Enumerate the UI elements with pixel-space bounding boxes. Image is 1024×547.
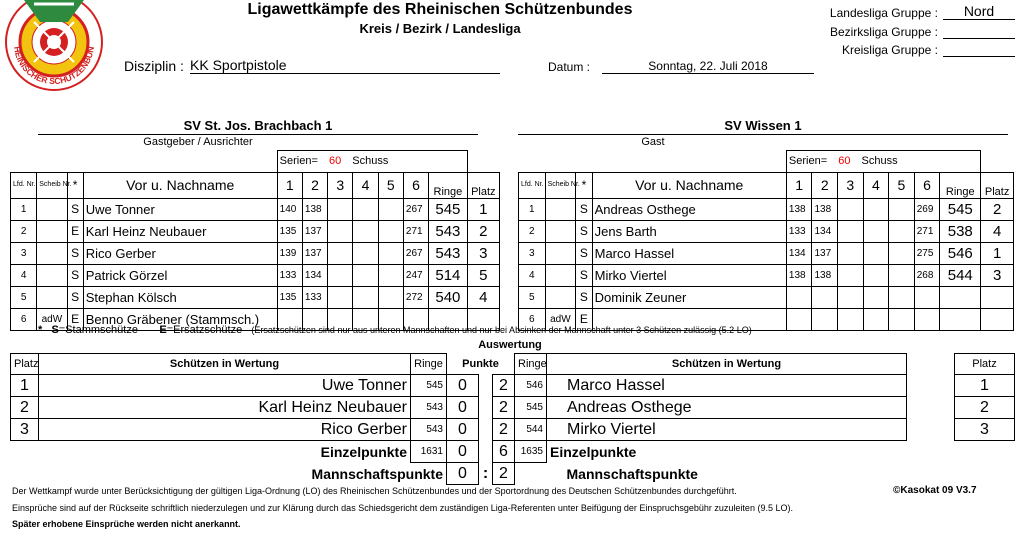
- series-score: [863, 198, 889, 220]
- player-scheib: adW: [545, 308, 576, 330]
- series-score: 134: [302, 264, 327, 286]
- col-scheib: Scheib Nr.: [37, 172, 67, 198]
- player-nr: 1: [519, 198, 546, 220]
- league-label-1: Landesliga Gruppe :: [829, 6, 938, 20]
- legend-note: (Ersatzschützen sind nur aus unteren Mannschaften und nur bei Absinken der Mannschaft unter 3 Schützen zulässig (5.2 LO): [251, 325, 752, 335]
- series-score: [353, 242, 378, 264]
- series-score: 272: [403, 286, 428, 308]
- wt-row-hp: 0: [447, 375, 479, 397]
- player-ringe: [940, 286, 981, 308]
- series-score: 137: [302, 220, 327, 242]
- col-ringe: Ringe: [429, 172, 467, 198]
- schuss-label: Schuss: [861, 155, 898, 168]
- player-nr: 1: [11, 198, 37, 220]
- player-nr: 3: [11, 242, 37, 264]
- discipline-label: Disziplin :: [124, 58, 184, 74]
- player-ringe: 545: [429, 198, 467, 220]
- wt-row-hp: 0: [447, 419, 479, 441]
- col-series: 6: [914, 172, 940, 198]
- col-series: 3: [838, 172, 864, 198]
- series-score: 269: [914, 198, 940, 220]
- series-score: [353, 264, 378, 286]
- schuss-label: Schuss: [352, 155, 389, 168]
- series-score: [838, 242, 864, 264]
- guest-team-role: Gast: [641, 136, 665, 148]
- legend: [38, 324, 752, 336]
- col-star: *: [67, 172, 83, 198]
- serien-label: Serien=: [279, 155, 318, 168]
- wt-h-platz: Platz: [11, 354, 39, 375]
- league-value-2: [943, 23, 1015, 39]
- league-value-1: Nord: [943, 3, 1015, 20]
- mann-sep: :: [482, 464, 489, 482]
- league-label-3: Kreisliga Gruppe :: [841, 43, 938, 57]
- player-scheib: [37, 198, 67, 220]
- col-scheib: Scheib Nr.: [545, 172, 576, 198]
- player-type: E: [67, 308, 83, 330]
- series-score: 138: [302, 198, 327, 220]
- series-score: [353, 198, 378, 220]
- player-nr: 2: [519, 220, 546, 242]
- col-series: 4: [353, 172, 378, 198]
- player-row: [11, 220, 500, 242]
- player-nr: 5: [519, 286, 546, 308]
- col-ringe: Ringe: [940, 172, 981, 198]
- player-nr: 6: [519, 308, 546, 330]
- wt-row-gringe: 544: [515, 419, 547, 441]
- player-name: Stephan Kölsch: [83, 286, 277, 308]
- wt-g-schuetzen: Schützen in Wertung: [547, 354, 907, 375]
- guest-score-table: [518, 150, 1014, 331]
- player-platz: 4: [981, 220, 1014, 242]
- mann-label-home: Mannschaftspunkte: [311, 465, 443, 482]
- wt-h-schuetzen: Schützen in Wertung: [39, 354, 411, 375]
- col-series: 4: [863, 172, 889, 198]
- legend-star: *: [38, 324, 43, 336]
- einzel-hringe: 1631: [411, 441, 447, 463]
- legend-s-text: =Stammschütze: [58, 324, 138, 336]
- series-score: 267: [403, 242, 428, 264]
- player-ringe: 544: [940, 264, 981, 286]
- player-type: S: [67, 286, 83, 308]
- series-score: [328, 220, 353, 242]
- legend-s: S: [51, 324, 59, 336]
- player-name: Benno Gräbener (Stammsch.): [83, 308, 277, 330]
- player-ringe: 514: [429, 264, 467, 286]
- player-name: Andreas Osthege: [592, 198, 786, 220]
- series-score: 140: [277, 198, 302, 220]
- series-score: [863, 308, 889, 330]
- series-score: 133: [302, 286, 327, 308]
- series-score: [328, 286, 353, 308]
- league-value-3: [943, 41, 1015, 57]
- player-ringe: 545: [940, 198, 981, 220]
- series-score: [838, 308, 864, 330]
- wt-h-punkte: Punkte: [447, 354, 515, 375]
- wt-row-hplatz: 2: [11, 397, 39, 419]
- series-score: [889, 198, 915, 220]
- series-score: [328, 242, 353, 264]
- wt-row-gname: Andreas Osthege: [547, 397, 907, 419]
- series-score: 134: [812, 220, 838, 242]
- series-score: [328, 264, 353, 286]
- wt-row-gp: 2: [493, 375, 515, 397]
- player-type: E: [67, 220, 83, 242]
- series-score: 271: [914, 220, 940, 242]
- player-scheib: [37, 264, 67, 286]
- player-nr: 4: [519, 264, 546, 286]
- wt-row-hp: 0: [447, 397, 479, 419]
- league-label-2: Bezirksliga Gruppe :: [829, 25, 938, 39]
- svg-text:RHEINISCHER SCHÜTZENBUND: HEINISCHER SCHÜTZENBUN: [12, 45, 96, 87]
- col-series: 5: [889, 172, 915, 198]
- player-name: Karl Heinz Neubauer: [83, 220, 277, 242]
- series-score: [863, 264, 889, 286]
- player-scheib: [545, 220, 576, 242]
- serien-label: Serien=: [788, 155, 828, 168]
- player-platz: 4: [467, 286, 499, 308]
- series-score: [838, 198, 864, 220]
- mann-gp: 2: [493, 463, 515, 485]
- wt-row-gp: 2: [493, 397, 515, 419]
- player-ringe: [940, 308, 981, 330]
- player-platz: 3: [981, 264, 1014, 286]
- player-name: Marco Hassel: [592, 242, 786, 264]
- series-score: [353, 220, 378, 242]
- player-type: S: [576, 220, 592, 242]
- wt-row-hringe: 543: [411, 397, 447, 419]
- player-name: Mirko Viertel: [592, 264, 786, 286]
- einzel-gp: 6: [493, 441, 515, 463]
- wt-row-gringe: 546: [515, 375, 547, 397]
- wt-row-gringe: 545: [515, 397, 547, 419]
- series-score: 133: [786, 220, 812, 242]
- rsb-logo: [4, 0, 104, 92]
- series-score: [378, 198, 403, 220]
- series-score: 268: [914, 264, 940, 286]
- wt-row-hplatz: 3: [11, 419, 39, 441]
- wt-row-hname: Karl Heinz Neubauer: [39, 397, 411, 419]
- player-nr: 2: [11, 220, 37, 242]
- player-type: S: [576, 198, 592, 220]
- player-row: [519, 198, 1014, 220]
- series-score: [378, 242, 403, 264]
- einzel-hp: 0: [447, 441, 479, 463]
- player-name: Rico Gerber: [83, 242, 277, 264]
- series-score: 138: [786, 198, 812, 220]
- date-value: Sonntag, 22. Juli 2018: [602, 59, 814, 74]
- mann-label-guest: Mannschaftspunkte: [566, 465, 698, 482]
- col-platz: Platz: [981, 172, 1014, 198]
- wt-row-hringe: 543: [411, 419, 447, 441]
- player-row: [519, 220, 1014, 242]
- player-ringe: 540: [429, 286, 467, 308]
- wt-row-gplatz: 1: [955, 375, 1015, 397]
- wt-h-ringe: Ringe: [411, 354, 447, 375]
- player-scheib: [37, 242, 67, 264]
- wt-row-gplatz: 3: [955, 419, 1015, 441]
- guest-team-name: SV Wissen 1: [724, 118, 802, 133]
- col-name: Vor u. Nachname: [83, 172, 277, 198]
- mann-hp: 0: [447, 463, 479, 485]
- series-score: [914, 286, 940, 308]
- player-nr: 3: [519, 242, 546, 264]
- col-series: 5: [378, 172, 403, 198]
- wt-row-hringe: 545: [411, 375, 447, 397]
- auswertung-label: Auswertung: [478, 339, 542, 351]
- footer-line-1: Der Wettkampf wurde unter Berücksichtigung der gültigen Liga-Ordnung (LO) des Rheinischen Schützenbundes und der Sportordnung des Deutschen Schützenbundes durchgeführt.: [12, 486, 737, 496]
- player-row: [11, 286, 500, 308]
- legend-e: E: [159, 324, 167, 336]
- player-scheib: [37, 286, 67, 308]
- series-score: [838, 264, 864, 286]
- wt-row-hname: Uwe Tonner: [39, 375, 411, 397]
- col-star: *: [576, 172, 592, 198]
- player-name: Patrick Görzel: [83, 264, 277, 286]
- player-row: [519, 286, 1014, 308]
- player-nr: 6: [11, 308, 37, 330]
- series-score: 134: [786, 242, 812, 264]
- footer-line-2: Einsprüche sind auf der Rückseite schriftlich niederzulegen und zur Klärung durch das Schiedsgericht dem zuständigen Liga-Referenten unter Beifügung der Einspruchsgebühr zuzuleiten (9.5 LO).: [12, 503, 793, 513]
- col-lfd: Lfd. Nr.: [519, 172, 546, 198]
- series-score: 271: [403, 220, 428, 242]
- player-name: Jens Barth: [592, 220, 786, 242]
- series-score: [889, 264, 915, 286]
- series-score: [889, 308, 915, 330]
- player-scheib: [545, 264, 576, 286]
- player-scheib: [37, 220, 67, 242]
- serien-value: 60: [838, 155, 851, 168]
- home-team-role: Gastgeber / Ausrichter: [143, 136, 253, 148]
- series-score: 138: [786, 264, 812, 286]
- series-score: 133: [277, 264, 302, 286]
- player-type: S: [576, 242, 592, 264]
- wt-row-gname: Mirko Viertel: [547, 419, 907, 441]
- series-score: 139: [277, 242, 302, 264]
- wertung-table: [10, 353, 1015, 485]
- col-series: 1: [786, 172, 812, 198]
- player-platz: 2: [467, 220, 499, 242]
- col-series: 2: [812, 172, 838, 198]
- wt-g-platz: Platz: [955, 354, 1015, 375]
- wt-row-hplatz: 1: [11, 375, 39, 397]
- player-type: S: [576, 264, 592, 286]
- einzel-gringe: 1635: [515, 441, 547, 463]
- page-title: Ligawettkämpfe des Rheinischen Schützenbundes: [247, 1, 633, 18]
- player-name: Uwe Tonner: [83, 198, 277, 220]
- series-score: [378, 286, 403, 308]
- series-score: 267: [403, 198, 428, 220]
- player-platz: 2: [981, 198, 1014, 220]
- einzel-label-home: Einzelpunkte: [39, 441, 411, 463]
- player-ringe: 543: [429, 242, 467, 264]
- series-score: 138: [812, 198, 838, 220]
- series-score: [812, 308, 838, 330]
- series-score: [328, 198, 353, 220]
- player-row: [11, 264, 500, 286]
- series-score: [863, 220, 889, 242]
- page-subtitle: Kreis / Bezirk / Landesliga: [359, 21, 521, 36]
- player-scheib: [545, 286, 576, 308]
- series-score: [838, 220, 864, 242]
- home-score-table: [10, 150, 500, 331]
- player-type: S: [67, 242, 83, 264]
- col-lfd: Lfd. Nr.: [11, 172, 37, 198]
- player-row: [519, 264, 1014, 286]
- player-ringe: 543: [429, 220, 467, 242]
- series-score: [863, 286, 889, 308]
- col-series: 1: [277, 172, 302, 198]
- series-score: [889, 220, 915, 242]
- player-platz: 1: [981, 242, 1014, 264]
- player-row: [11, 198, 500, 220]
- series-score: [378, 220, 403, 242]
- series-score: [838, 286, 864, 308]
- series-score: 138: [812, 264, 838, 286]
- player-ringe: 538: [940, 220, 981, 242]
- footer-copyright: ©Kasokat 09 V3.7: [893, 485, 977, 496]
- series-score: 135: [277, 220, 302, 242]
- wt-row-gplatz: 2: [955, 397, 1015, 419]
- player-type: S: [67, 264, 83, 286]
- player-scheib: adW: [37, 308, 67, 330]
- home-team-name: SV St. Jos. Brachbach 1: [183, 118, 333, 133]
- player-scheib: [545, 198, 576, 220]
- wt-row-hname: Rico Gerber: [39, 419, 411, 441]
- series-score: [353, 286, 378, 308]
- player-ringe: 546: [940, 242, 981, 264]
- series-score: [786, 286, 812, 308]
- col-series: 2: [302, 172, 327, 198]
- series-score: [812, 286, 838, 308]
- col-platz: Platz: [467, 172, 499, 198]
- player-type: S: [67, 198, 83, 220]
- series-score: 137: [302, 242, 327, 264]
- wt-row-gp: 2: [493, 419, 515, 441]
- player-name: Dominik Zeuner: [592, 286, 786, 308]
- legend-e-text: =Ersatzschütze: [166, 324, 243, 336]
- player-type: E: [576, 308, 592, 330]
- series-score: [378, 264, 403, 286]
- col-series: 3: [328, 172, 353, 198]
- player-nr: 5: [11, 286, 37, 308]
- series-score: 247: [403, 264, 428, 286]
- discipline-value: KK Sportpistole: [190, 57, 500, 74]
- wt-row-gname: Marco Hassel: [547, 375, 907, 397]
- date-label: Datum :: [548, 60, 591, 74]
- einzel-label-guest: Einzelpunkte: [547, 441, 907, 463]
- player-platz: 5: [467, 264, 499, 286]
- player-platz: 3: [467, 242, 499, 264]
- player-nr: 4: [11, 264, 37, 286]
- series-score: [889, 286, 915, 308]
- player-scheib: [545, 242, 576, 264]
- player-platz: [981, 286, 1014, 308]
- series-score: [786, 308, 812, 330]
- wt-g-ringe: Ringe: [515, 354, 547, 375]
- series-score: 137: [812, 242, 838, 264]
- footer-line-3: Später erhobene Einsprüche werden nicht anerkannt.: [12, 519, 241, 529]
- player-row: [519, 242, 1014, 264]
- series-score: [889, 242, 915, 264]
- series-score: 275: [914, 242, 940, 264]
- player-type: S: [576, 286, 592, 308]
- player-row: [11, 242, 500, 264]
- col-name: Vor u. Nachname: [592, 172, 786, 198]
- col-series: 6: [403, 172, 428, 198]
- player-platz: 1: [467, 198, 499, 220]
- serien-value: 60: [328, 155, 342, 168]
- series-score: [914, 308, 940, 330]
- series-score: 135: [277, 286, 302, 308]
- series-score: [863, 242, 889, 264]
- player-platz: [981, 308, 1014, 330]
